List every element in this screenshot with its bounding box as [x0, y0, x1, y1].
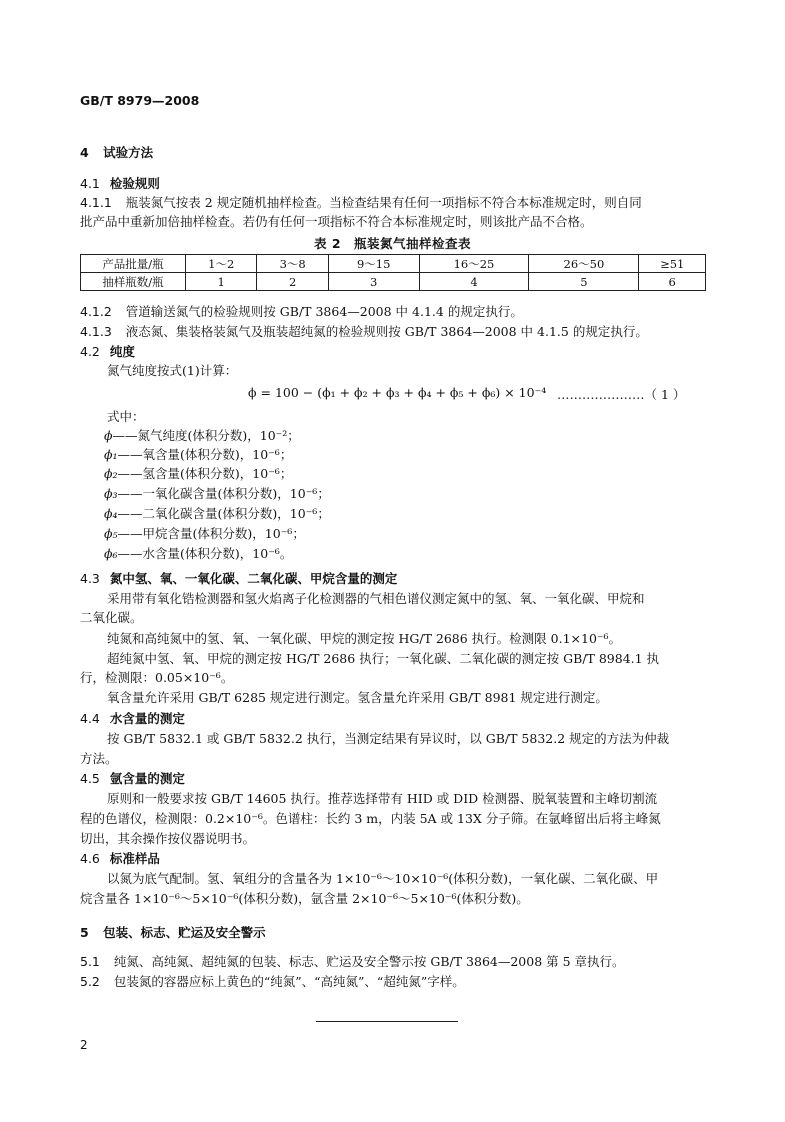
variable-symbol: ϕ₅ [104, 526, 118, 541]
variable-definition [104, 506, 330, 522]
page-number: 2 [80, 1038, 88, 1052]
variable-definition [104, 526, 305, 542]
section-title: 氮中氢、氧、一氧化碳、二氧化碳、甲烷含量的测定 [109, 571, 398, 586]
paragraph-line: 行，检测限：0.05×10⁻⁶。 [80, 670, 234, 685]
clause-number: 4.1.3 [80, 324, 112, 339]
variable-definition [104, 546, 292, 562]
section-4-4-heading [80, 711, 185, 727]
row-header: 抽样瓶数/瓶 [81, 273, 186, 291]
variable-description: ——甲烷含量(体积分数)，10⁻⁶； [117, 526, 305, 541]
clause-text: 瓶装氮气按表 2 规定随机抽样检查。当检查结果有任何一项指标不符合本标准规定时，则自同 [125, 195, 642, 210]
sampling-table [80, 254, 706, 291]
section-number: 4.2 [80, 344, 100, 359]
section-number: 4 [80, 145, 89, 160]
table-caption: 表 2 瓶装氮气抽样检查表 [313, 236, 472, 251]
table-cell: 1 [186, 273, 257, 291]
section-number: 5 [80, 925, 89, 940]
section-number: 4.1 [80, 176, 100, 191]
purity-formula: ϕ = 100 − (ϕ₁ + ϕ₂ + ϕ₃ + ϕ₄ + ϕ₅ + ϕ₆) × 10⁻⁴ [248, 385, 547, 400]
table-cell: 3～8 [257, 255, 328, 273]
clause-number: 5.1 [80, 954, 100, 969]
section-5-heading [80, 925, 266, 941]
variable-symbol: ϕ [104, 428, 113, 443]
variable-symbol: ϕ₁ [104, 447, 118, 462]
section-title: 标准样品 [109, 851, 160, 866]
paragraph-line: 以氮为底气配制。氢、氧组分的含量各为 1×10⁻⁶～10×10⁻⁶(体积分数)，一氧化碳、二氧化碳、甲 [107, 871, 659, 886]
clause-4-1-3 [80, 324, 648, 340]
paragraph-line: 氧含量允许采用 GB/T 6285 规定进行测定。氢含量允许采用 GB/T 8981 规定进行测定。 [107, 690, 608, 705]
table-cell: ≥51 [639, 255, 706, 273]
section-title: 试验方法 [103, 145, 154, 160]
section-title: 包装、标志、贮运及安全警示 [103, 925, 266, 940]
section-4-heading [80, 145, 153, 161]
clause-text: 液态氮、集装格装氮气及瓶装超纯氮的检验规则按 GB/T 3864—2008 中 4.1.5 的规定执行。 [125, 324, 648, 339]
paragraph-line: 烷含量各 1×10⁻⁶～5×10⁻⁶(体积分数)，氩含量 2×10⁻⁶～5×10⁻⁶(体积分数)。 [80, 891, 529, 906]
variable-symbol: ϕ₆ [104, 546, 118, 561]
section-4-1-heading [80, 176, 160, 192]
formula-intro: 氮气纯度按式(1)计算： [107, 363, 238, 378]
variable-symbol: ϕ₂ [104, 466, 118, 481]
clause-5-1 [80, 954, 625, 970]
row-header: 产品批量/瓶 [81, 255, 186, 273]
clause-4-1-2 [80, 304, 523, 320]
table-cell: 16～25 [419, 255, 529, 273]
section-number: 4.5 [80, 771, 100, 786]
table-row [81, 273, 706, 291]
clause-4-1-1-line1 [80, 195, 642, 211]
table-cell: 1～2 [186, 255, 257, 273]
table-row [81, 255, 706, 273]
variable-description: ——氧含量(体积分数)，10⁻⁶； [117, 447, 293, 462]
variable-definition [104, 486, 330, 502]
paragraph-line: 方法。 [80, 751, 118, 766]
paragraph-line: 按 GB/T 5832.1 或 GB/T 5832.2 执行，当测定结果有异议时，以 GB/T 5832.2 规定的方法为仲裁 [107, 731, 670, 746]
formula-number: …………………（ 1 ） [557, 387, 686, 402]
table-cell: 4 [419, 273, 529, 291]
variable-definition [104, 447, 292, 463]
section-4-6-heading [80, 851, 160, 867]
standard-code: GB/T 8979—2008 [80, 93, 200, 108]
clause-text: 包装氮的容器应标上黄色的“纯氮”、“高纯氮”、“超纯氮”字样。 [113, 974, 465, 989]
table-cell: 5 [529, 273, 639, 291]
section-title: 检验规则 [109, 176, 160, 191]
paragraph-line: 切出，其余操作按仪器说明书。 [80, 831, 256, 846]
variable-definition [104, 466, 292, 482]
paragraph-line: 程的色谱仪，检测限：0.2×10⁻⁶。色谱柱：长约 3 m，内装 5A 或 13X 分子筛。在氩峰留出后将主峰氮 [80, 811, 661, 826]
table-cell: 9～15 [328, 255, 419, 273]
section-number: 4.4 [80, 711, 100, 726]
clause-4-1-1-line2: 批产品中重新加倍抽样检查。若仍有任何一项指标不符合本标准规定时，则该批产品不合格。 [80, 214, 593, 229]
table-cell: 3 [328, 273, 419, 291]
section-title: 水含量的测定 [109, 711, 185, 726]
variable-description: ——氢含量(体积分数)，10⁻⁶； [117, 466, 293, 481]
variable-description: ——一氧化碳含量(体积分数)，10⁻⁶； [117, 486, 330, 501]
paragraph-line: 二氧化碳。 [80, 610, 143, 625]
section-4-2-heading [80, 344, 135, 360]
section-number: 4.6 [80, 851, 100, 866]
variable-description: ——水含量(体积分数)，10⁻⁶。 [117, 546, 293, 561]
variable-symbol: ϕ₃ [104, 486, 118, 501]
clause-text: 管道输送氮气的检验规则按 GB/T 3864—2008 中 4.1.4 的规定执行。 [125, 304, 523, 319]
paragraph-line: 纯氮和高纯氮中的氢、氧、一氧化碳、甲烷的测定按 HG/T 2686 执行。检测限 0.1×10⁻⁶。 [107, 631, 622, 646]
variable-definition [104, 428, 300, 444]
clause-number: 5.2 [80, 974, 100, 989]
paragraph-line: 原则和一般要求按 GB/T 14605 执行。推荐选择带有 HID 或 DID 检测器、脱氧装置和主峰切割流 [107, 791, 658, 806]
clause-number: 4.1.1 [80, 195, 112, 210]
section-number: 4.3 [80, 571, 100, 586]
clause-text: 纯氮、高纯氮、超纯氮的包装、标志、贮运及安全警示按 GB/T 3864—2008 第 5 章执行。 [113, 954, 625, 969]
section-4-3-heading [80, 571, 397, 587]
section-title: 氩含量的测定 [109, 771, 185, 786]
variable-description: ——二氧化碳含量(体积分数)，10⁻⁶； [117, 506, 330, 521]
table-cell: 2 [257, 273, 328, 291]
paragraph-line: 采用带有氧化锆检测器和氢火焰离子化检测器的气相色谱仪测定氮中的氢、氧、一氧化碳、甲烷和 [107, 591, 645, 606]
section-title: 纯度 [109, 344, 135, 359]
variable-symbol: ϕ₄ [104, 506, 118, 521]
end-rule [316, 1021, 458, 1022]
table-cell: 6 [639, 273, 706, 291]
clause-number: 4.1.2 [80, 304, 112, 319]
variable-description: ——氮气纯度(体积分数)，10⁻²； [112, 428, 300, 443]
clause-5-2 [80, 974, 465, 990]
where-label: 式中： [107, 409, 145, 424]
paragraph-line: 超纯氮中氢、氧、甲烷的测定按 HG/T 2686 执行；一氧化碳、二氧化碳的测定按 GB/T 8984.1 执 [107, 651, 660, 666]
table-cell: 26～50 [529, 255, 639, 273]
section-4-5-heading [80, 771, 185, 787]
